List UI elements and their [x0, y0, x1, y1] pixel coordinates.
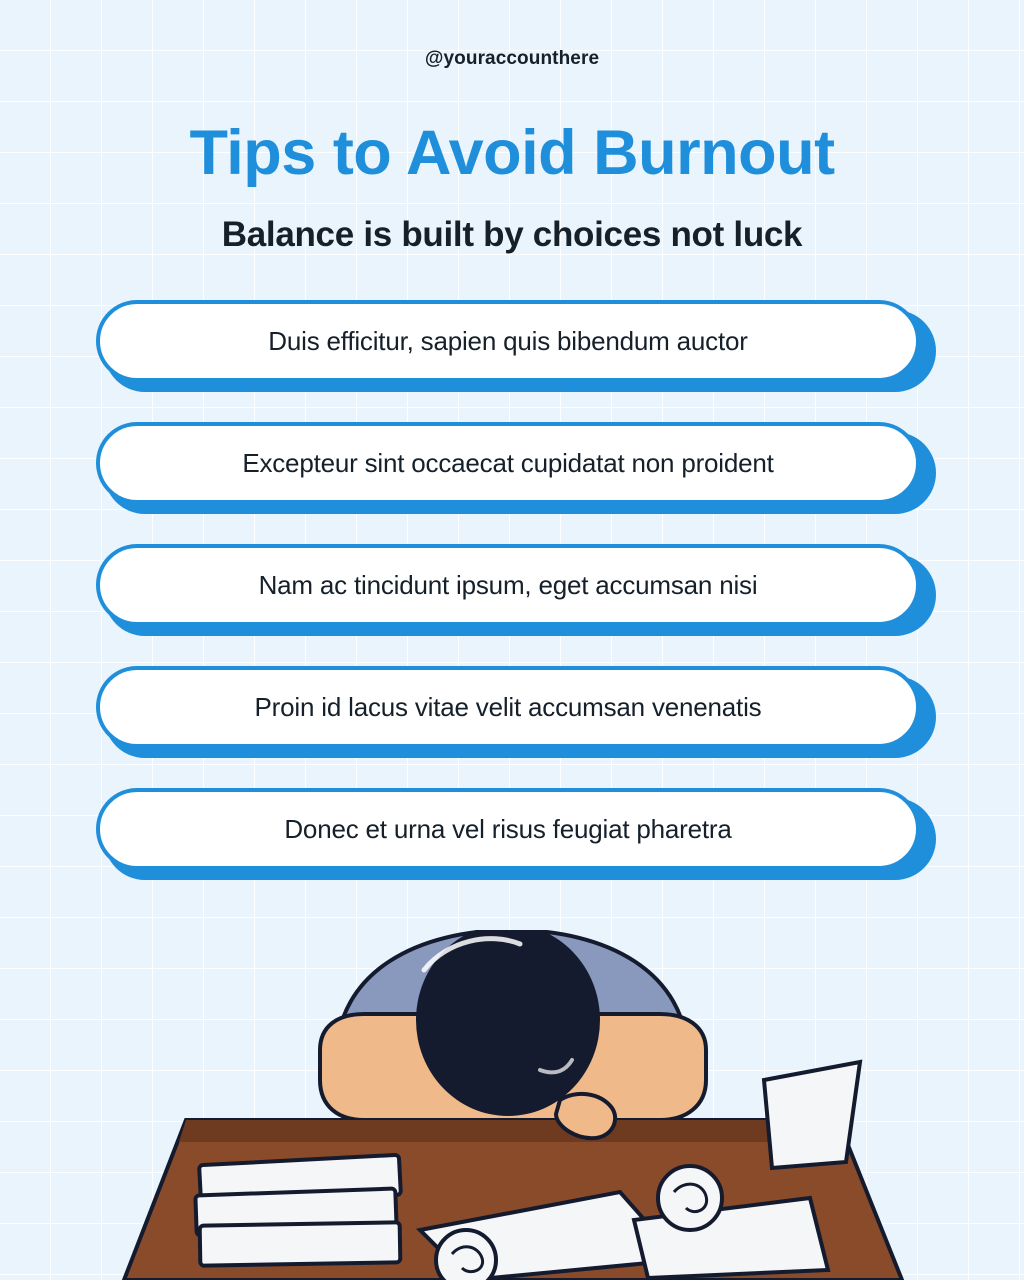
tips-list [96, 300, 936, 910]
list-item [96, 544, 936, 644]
tip-pill [96, 300, 920, 382]
desk-edge [179, 1120, 845, 1142]
account-handle: @youraccounthere [424, 48, 600, 69]
crumpled-paper-ball-2 [436, 1230, 496, 1280]
paper-stack [195, 1155, 401, 1266]
tip-pill [96, 422, 920, 504]
tip-text: Nam ac tincidunt ipsum, eget accumsan nisi [258, 569, 758, 600]
head-hair [416, 930, 600, 1116]
tip-pill [96, 788, 920, 870]
tip-text: Duis efficitur, sapien quis bibendum auctor [268, 325, 748, 356]
tip-pill [96, 544, 920, 626]
tip-text: Donec et urna vel risus feugiat pharetra [284, 813, 732, 844]
list-item [96, 422, 936, 522]
flying-paper [764, 1062, 860, 1168]
person-sleeping-at-desk-illustration [0, 930, 1024, 1280]
crumpled-paper-ball-1 [658, 1166, 722, 1230]
tip-text: Excepteur sint occaecat cupidatat non proident [242, 447, 774, 478]
list-item [96, 666, 936, 766]
tip-text: Proin id lacus vitae velit accumsan venenatis [254, 691, 762, 722]
page-subtitle: Balance is built by choices not luck [221, 215, 803, 254]
list-item [96, 300, 936, 400]
page-title: Tips to Avoid Burnout [189, 118, 835, 188]
list-item [96, 788, 936, 888]
tip-pill [96, 666, 920, 748]
